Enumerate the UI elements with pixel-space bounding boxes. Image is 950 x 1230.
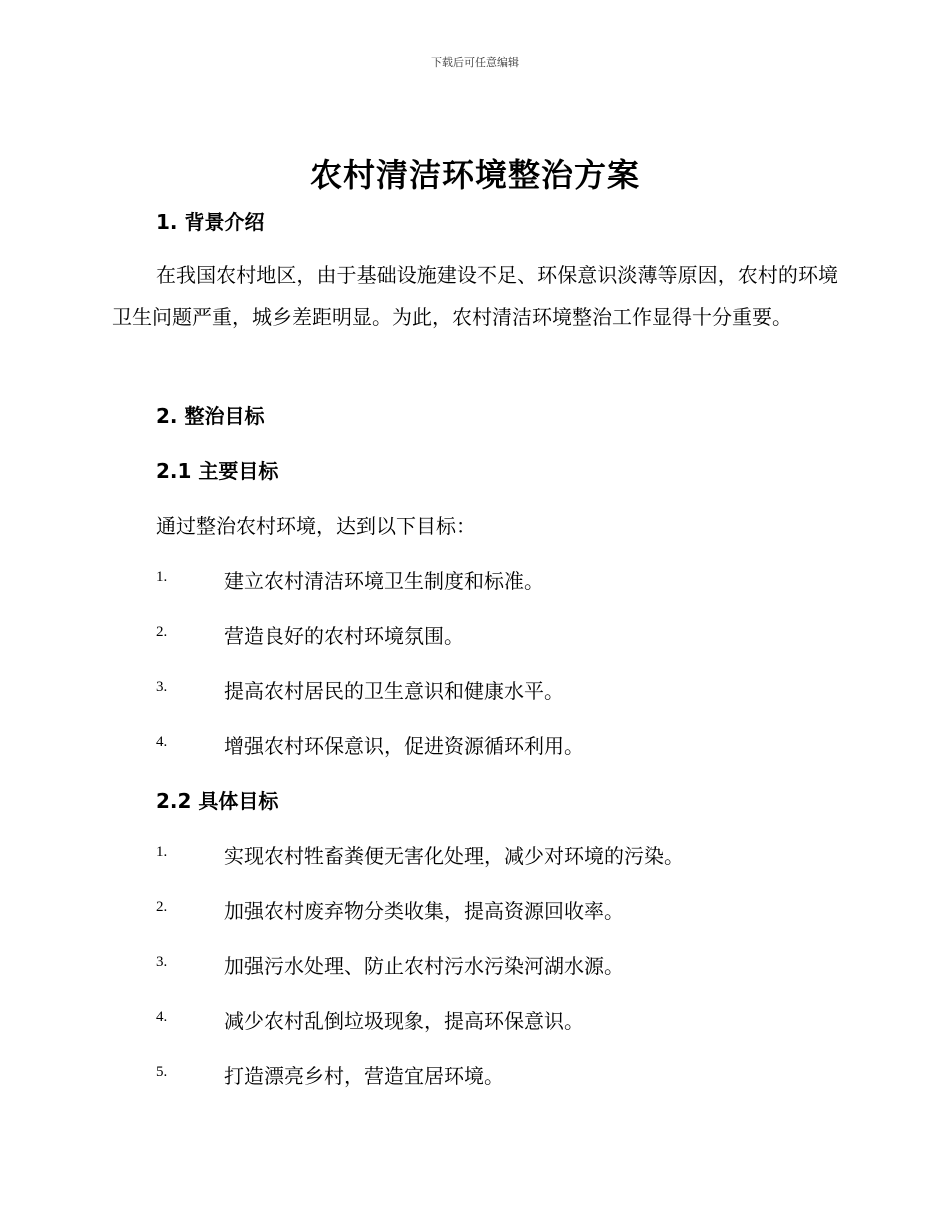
list-text: 加强污水处理、防止农村污水污染河湖水源。 [224,954,624,978]
list-number: 1. [156,569,168,585]
list-text: 营造良好的农村环境氛围。 [224,624,464,648]
subsection-heading-specific-goals: 2.2 具体目标 [156,789,279,813]
list-number: 4. [156,734,168,750]
background-paragraph: 在我国农村地区，由于基础设施建设不足、环保意识淡薄等原因，农村的环境卫生问题严重，城乡差距明显。为此，农村清洁环境整治工作显得十分重要。 [112,263,838,329]
header-note: 下载后可任意编辑 [431,56,519,69]
list-number: 5. [156,1064,168,1080]
list-item [156,565,836,595]
list-item [156,1005,836,1035]
list-text: 实现农村牲畜粪便无害化处理，减少对环境的污染。 [224,844,684,868]
list-text: 建立农村清洁环境卫生制度和标准。 [224,569,544,593]
list-number: 2. [156,899,168,915]
list-text: 加强农村废弃物分类收集，提高资源回收率。 [224,899,624,923]
list-text: 提高农村居民的卫生意识和健康水平。 [224,679,564,703]
list-item [156,730,836,760]
section-heading-background: 1. 背景介绍 [156,210,265,234]
subsection-heading-main-goals: 2.1 主要目标 [156,459,279,483]
list-item [156,950,836,980]
list-number: 1. [156,844,168,860]
main-goals-intro: 通过整治农村环境，达到以下目标： [156,514,476,538]
list-number: 3. [156,679,168,695]
list-text: 减少农村乱倒垃圾现象，提高环保意识。 [224,1009,584,1033]
list-item [156,675,836,705]
list-item [156,620,836,650]
list-item [156,1060,836,1090]
section-heading-goals: 2. 整治目标 [156,404,265,428]
list-item [156,895,836,925]
document-title: 农村清洁环境整治方案 [309,156,640,194]
list-text: 打造漂亮乡村，营造宜居环境。 [224,1064,504,1088]
list-item [156,840,836,870]
list-number: 3. [156,954,168,970]
list-number: 2. [156,624,168,640]
list-number: 4. [156,1009,168,1025]
list-text: 增强农村环保意识，促进资源循环利用。 [224,734,584,758]
